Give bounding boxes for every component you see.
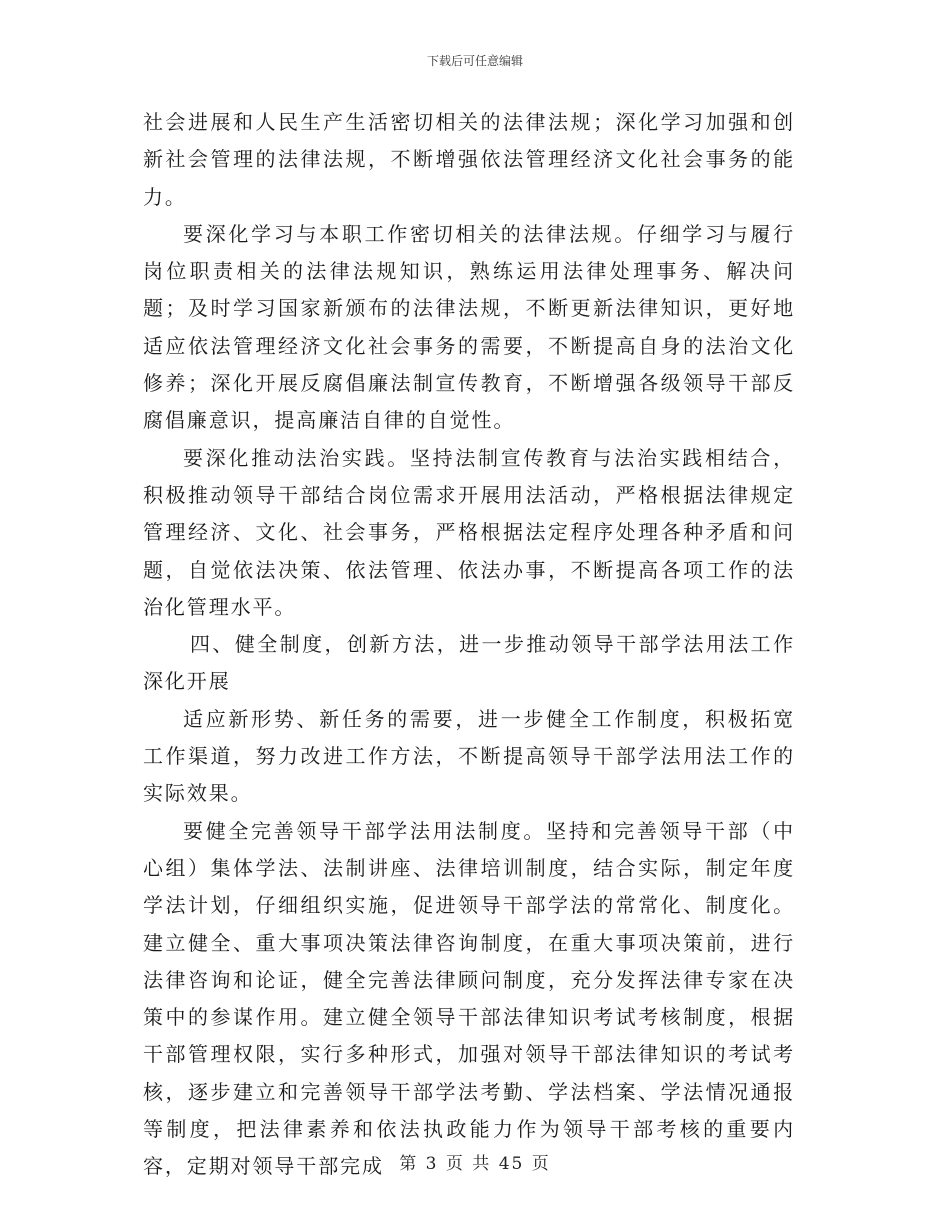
text-line: 社会管理的法律法规，不断增强依法管理经济文化社会事务的能力。 [143,147,796,209]
paragraph [143,701,795,813]
text-line: 经济、文化、社会事务，严格根据法定程序处理各种矛盾和问题，自 [143,520,795,582]
footer-middle: 页 共 [445,1154,492,1174]
text-line: 极推动领导干部结合岗位需求开展用法活动，严格根据法律规定管理 [143,482,796,545]
footer-total-pages: 45 [498,1154,525,1174]
text-line: 效果。 [186,781,253,806]
text-line: 全、重大事项决策法律咨询制度，在重大事项决策前，进行法律咨询 [143,930,795,992]
text-line: 要深化学习与本职工作密切相关的法律法规。仔细学习与履行岗 [143,221,795,284]
text-line: 开展反腐倡廉法制宣传教育，不断增强各级领导干部反腐倡廉意识， [143,371,796,433]
footer-page-number: 3 [425,1154,439,1174]
text-line: 化开展 [164,669,231,694]
text-line: 和依法执政能力作为领导干部考核的重要内容，定期对领导干部完成 [143,1117,795,1179]
text-line: 位职责相关的法律法规知识，熟练运用法律处理事务、解决问题；及 [143,259,795,321]
text-line: 管理经济文化社会事务的需要，不断提高自身的法治文化修养；深化 [143,333,795,396]
text-line: 时学习国家新颁布的法律法规，不断更新法律知识，更好地适应依法 [143,296,795,358]
footer-suffix: 页 [531,1154,551,1174]
paragraph [143,104,795,216]
document-body [143,104,795,1186]
text-line: 实行多种形式，加强对领导干部法律知识的考试考核，逐步建立和完 [143,1042,795,1104]
page-footer [0,1153,950,1175]
text-line: 四、健全制度，创新方法，进一步推动领导干部学法用法工作深 [143,632,795,694]
page-header [0,53,950,69]
paragraph [143,813,795,1186]
paragraph [143,440,795,626]
text-line: 要深化推动法治实践。坚持法制宣传教育与法治实践相结合，积 [143,445,795,507]
text-line: 和论证，健全完善法律顾问制度，充分发挥法律专家在决策中的参谋 [143,967,795,1030]
text-line: 水平。 [230,594,297,619]
text-line: 计划，仔细组织实施，促进领导干部学法的常常化、制度化。建立健 [143,893,795,955]
text-line: 觉依法决策、依法管理、依法办事，不断提高各项工作的法治化管理 [143,557,795,619]
text-line: 提高廉洁自律的自觉性。 [274,408,516,433]
footer-prefix: 第 [399,1154,419,1174]
text-line: 作渠道，努力改进工作方法，不断提高领导干部学法用法工作的实际 [143,744,796,806]
text-line: 善领导干部学法考勤、学法档案、学法情况通报等制度，把法律素养 [143,1079,795,1142]
text-line: 组）集体学法、法制讲座、法律培训制度，结合实际，制定年度学法 [143,855,796,918]
text-line: 要健全完善领导干部学法用法制度。坚持和完善领导干部（中心 [143,818,795,880]
section-heading [143,626,795,701]
header-text: 下载后可任意编辑 [426,54,523,68]
text-line: 社会进展和人民生产生活密切相关的法律法规；深化学习加强和创新 [143,110,795,172]
paragraph [143,216,795,440]
text-line: 适应新形势、新任务的需要，进一步健全工作制度，积极拓宽工 [143,706,795,769]
text-line: 作用。建立健全领导干部法律知识考试考核制度，根据干部管理权限， [143,1005,796,1067]
